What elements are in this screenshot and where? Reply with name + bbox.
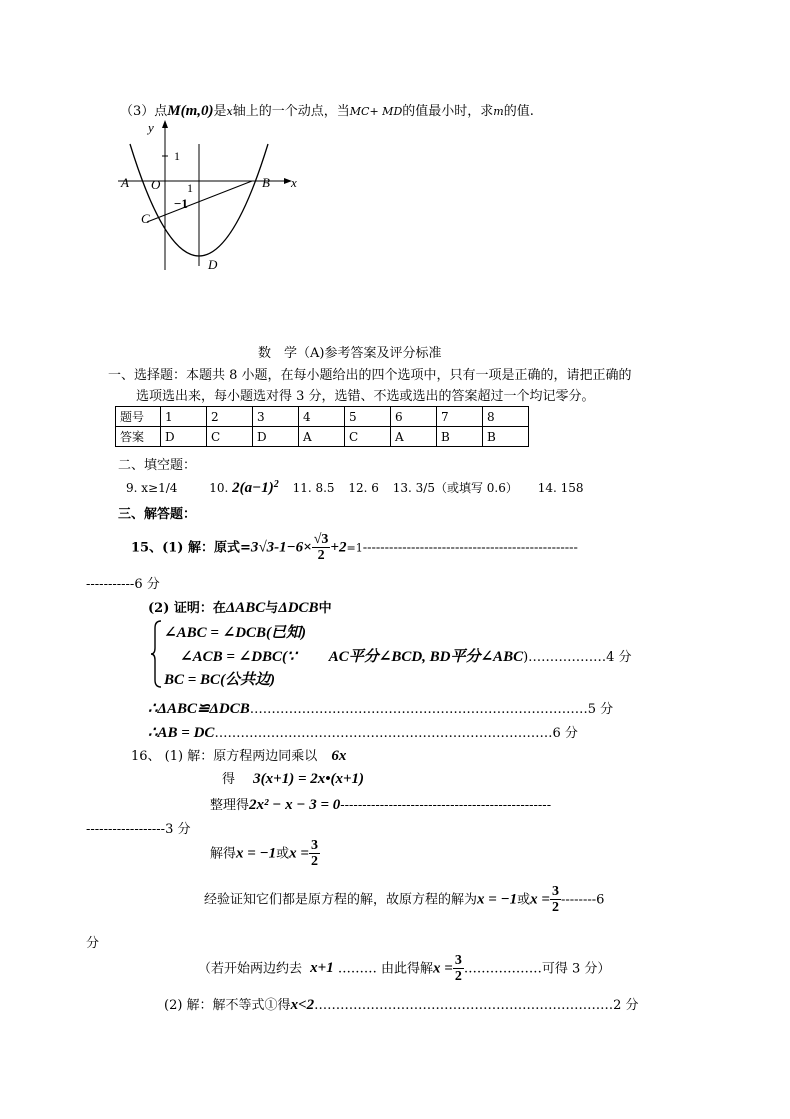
q3-expr: MC+ MD <box>349 105 403 118</box>
q15-1-result: =1 <box>346 541 363 555</box>
system-line1: ∠ABC = ∠DCB(已知) <box>164 625 307 641</box>
table-cell: A <box>391 427 437 447</box>
q3-point: M(m,0) <box>167 103 214 119</box>
q15-2-label: (2) 证明：在 <box>148 601 226 616</box>
table-row <box>116 407 529 427</box>
frac-num: 3 <box>310 838 318 853</box>
label-neg-one: −1 <box>174 196 188 211</box>
y-axis-arrow <box>162 120 168 128</box>
ab-dc: ∴AB = DC <box>148 725 215 741</box>
q16-get: 得 <box>222 772 236 787</box>
q16-get-line <box>222 768 364 788</box>
q16-note-b: ……… 由此得解 <box>337 961 433 977</box>
parabola-graph <box>110 118 310 278</box>
frac-num: 3 <box>454 953 462 968</box>
q3-line <box>120 100 534 120</box>
q15-1-dash1: ------------------------------------------------- <box>362 540 578 556</box>
label-b: B <box>262 175 270 190</box>
answer-9: 9. x≥1/4 <box>126 481 178 495</box>
ab-dc-line <box>148 722 578 742</box>
label-o: O <box>151 177 161 192</box>
section1-line1: 一、选择题：本题共 8 小题，在每小题给出的四个选项中，只有一项是正确的，请把正确的 <box>108 368 632 383</box>
label-one-y: 1 <box>174 149 180 163</box>
q16-sol2-fraction <box>309 838 320 870</box>
q16-sol1: x = −1 <box>236 845 277 862</box>
answer-13: 13. 3/5（或填写 0.6） <box>392 481 518 495</box>
q15-2-in: 中 <box>318 601 332 616</box>
q16-2-line <box>164 994 639 1014</box>
section3-heading: 三、解答题： <box>118 507 197 522</box>
answer-10-label: 10. <box>209 481 229 495</box>
table-cell: C <box>345 427 391 447</box>
q16-note-expr: x+1 <box>310 960 334 977</box>
q16-check-sol1: x = −1 <box>477 891 518 908</box>
q3-prefix: （3）点 <box>120 104 168 119</box>
label-c: C <box>141 211 150 226</box>
q15-1-line <box>131 532 578 564</box>
table-cell: 4 <box>299 407 345 427</box>
system-line2-b: AC平分∠BCD, BD平分∠ABC <box>328 649 524 665</box>
frac-num: 3 <box>551 884 559 899</box>
q16-note-a: （若开始两边约去 <box>198 961 303 977</box>
q15-1-expr2: +2 <box>330 539 347 556</box>
table-cell: B <box>483 427 529 447</box>
q16-note-line <box>198 953 610 985</box>
table-cell: A <box>299 427 345 447</box>
section1-line2: 选项选出来，每小题选对得 3 分，选错、不选或选出的答案超过一个均记零分。 <box>136 389 595 404</box>
q16-check: 经验证知它们都是原方程的解，故原方程的解为 <box>204 892 478 908</box>
answer-11: 11. 8.5 <box>292 481 335 495</box>
q16-fen: 分 <box>86 936 100 951</box>
table-cell: C <box>207 427 253 447</box>
system-line2-c: )………………4 分 <box>523 650 632 665</box>
q15-1-label: 15、(1) 解：原式= <box>131 540 251 556</box>
q16-note-fraction <box>453 953 464 985</box>
label-x: x <box>291 175 297 190</box>
q15-2-tri1: ΔABC <box>225 600 266 616</box>
q16-line <box>131 745 346 765</box>
q15-2-and: 与 <box>265 601 279 616</box>
q16-note-c: ………………可得 3 分） <box>463 961 611 977</box>
q16-simp-line <box>210 794 551 814</box>
q16-or: 或 <box>276 846 290 862</box>
q15-1-frac-num: √3 <box>313 532 329 547</box>
system-line2-a: ∠ACB = ∠DBC(∵ <box>180 649 297 665</box>
q15-2-line <box>148 597 332 617</box>
q15-1-dash2: -----------6 分 <box>86 577 160 592</box>
q16-label: 16、 (1) 解：原方程两边同乘以 <box>131 749 318 764</box>
q16-check-sol2: x = <box>530 891 550 908</box>
q3-text3: 的值. <box>503 104 534 119</box>
answer-10-expr: 2(a−1) <box>232 480 274 496</box>
q16-simp-label: 整理得 <box>210 798 250 813</box>
label-one-x: 1 <box>187 181 193 195</box>
table-cell: 2 <box>207 407 253 427</box>
q16-sol2: x = <box>289 845 309 862</box>
system-line3: BC = BC(公共边) <box>164 672 276 688</box>
q16-2-label: (2) 解：解不等式①得 <box>164 998 291 1013</box>
table-cell: 8 <box>483 407 529 427</box>
table-header-cell: 答案 <box>116 427 161 447</box>
q16-dash2: ------------------3 分 <box>86 822 191 837</box>
table-cell: 3 <box>253 407 299 427</box>
q3-var-m: m <box>493 105 504 118</box>
table-cell: 5 <box>345 407 391 427</box>
table-cell: B <box>437 427 483 447</box>
q16-check-or: 或 <box>517 892 531 908</box>
q16-2-expr: x<2 <box>290 997 315 1013</box>
q16-solve-label: 解得 <box>210 846 237 862</box>
fill-answers <box>126 479 584 497</box>
q15-1-frac-den: 2 <box>317 548 325 564</box>
frac-den: 2 <box>454 969 462 985</box>
q16-check-fraction <box>550 884 561 916</box>
q3-mid: 是 <box>213 104 227 119</box>
q15-1-expr1: 3√3-1−6× <box>250 539 312 556</box>
table-cell: D <box>253 427 299 447</box>
section2-heading: 二、填空题： <box>118 458 197 473</box>
congruent-dots: ……………………………………………………………………5 分 <box>249 702 614 717</box>
label-a: A <box>121 175 129 190</box>
frac-den: 2 <box>551 900 559 916</box>
q16-check-tail: --------6 <box>560 892 605 908</box>
q16-note-sol: x = <box>433 960 453 977</box>
answer-10-exp: 2 <box>273 479 279 490</box>
label-d: D <box>208 257 218 272</box>
q3-text1: 轴上的一个动点，当 <box>232 104 350 119</box>
label-y: y <box>148 120 154 135</box>
page-title: 数 学（A)参考答案及评分标准 <box>258 346 442 361</box>
q16-mult: 6x <box>331 748 347 764</box>
q3-text2: 的值最小时，求 <box>402 104 494 119</box>
frac-den: 2 <box>310 854 318 870</box>
congruent-line <box>148 698 613 718</box>
q16-solve-line <box>210 838 320 870</box>
q15-1-fraction <box>312 532 331 564</box>
system-line2 <box>180 645 632 666</box>
table-cell: 7 <box>437 407 483 427</box>
answer-14: 14. 158 <box>537 481 584 495</box>
ab-dc-dots: ……………………………………………………………………6 分 <box>214 726 578 741</box>
table-cell: D <box>161 427 207 447</box>
q15-2-tri2: ΔDCB <box>278 600 319 616</box>
system-brace <box>150 620 162 688</box>
q16-eq: 3(x+1) = 2x•(x+1) <box>253 771 365 787</box>
q16-dash1: ------------------------------------------------ <box>340 798 552 813</box>
answer-table <box>115 406 529 447</box>
table-cell: 1 <box>161 407 207 427</box>
q16-check-line <box>204 884 604 916</box>
q16-simp: 2x² − x − 3 = 0 <box>249 797 341 813</box>
table-cell: 6 <box>391 407 437 427</box>
table-row <box>116 427 529 447</box>
q3-var-x: x <box>226 105 233 118</box>
answer-12: 12. 6 <box>348 481 379 495</box>
table-header-cell: 题号 <box>116 407 161 427</box>
congruent: ∴ΔABC≌ΔDCB <box>148 701 250 717</box>
q16-2-dots: ……………………………………………………………2 分 <box>314 998 639 1013</box>
